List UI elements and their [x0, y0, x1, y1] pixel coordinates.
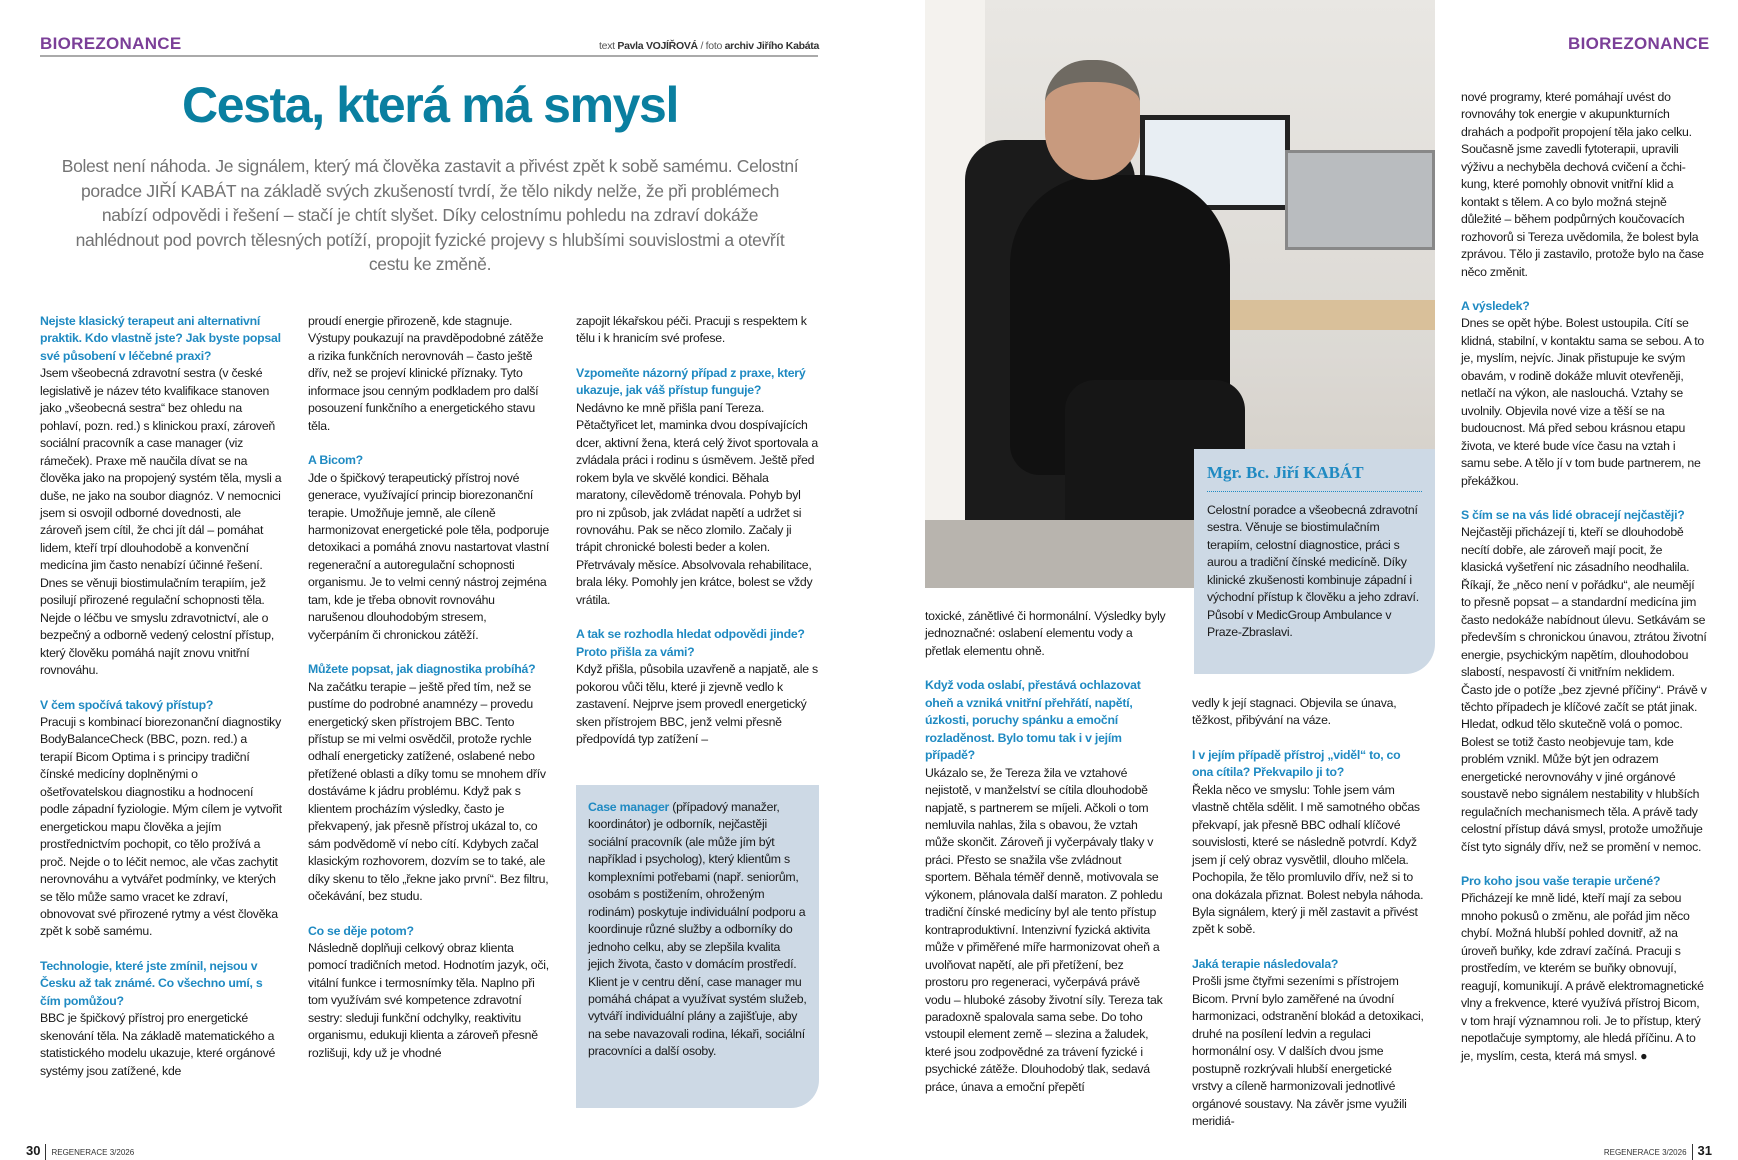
article-lead: Bolest není náhoda. Je signálem, který má člověka zastavit a přivést zpět k sobě samému. Celostní poradce JIŘÍ KABÁT na základě svých zkušeností tvrdí, že tělo nikdy nelže, že při problémech nabízí odpovědi i řešení – stačí je chtít slyšet. Díky celostnímu pohledu na zdraví dokáže nahlédnout pod povrch tělesných potíží, propojit fyzické projevy s hlubšími souvislostmi a otevřít cestu ke změně.	[61, 156, 799, 275]
question-heading: Když voda oslabí, přestává ochlazovat oheň a vzniká vnitřní přehřátí, napětí, úzkosti, poruchy spánku a emoční rozladěnost. Bylo tomu tak i v jejím případě?	[925, 678, 1141, 763]
page-number-left: 30	[26, 1143, 41, 1158]
column-6	[1461, 89, 1707, 1065]
question-heading: Můžete popsat, jak diagnostika probíhá?	[308, 662, 536, 677]
profile-bio: Celostní poradce a všeobecná zdravotní sestra. Věnuje se biostimulačním terapiím, celostní diagnostice, práci s aurou a tradiční čínské medicíně. Díky klinické zkušenosti kombinuje západní i východní přístup k člověku a jeho zdraví. Působí v MedicGroup Ambulance v Praze-Zbraslavi.	[1207, 503, 1419, 640]
answer-paragraph: Pracuji s kombinací biorezonanční diagnostiky BodyBalanceCheck (BBC, pozn. red.) a terapií Bicom Optima i s principy tradiční čínské medicíny doplněnými o ošetřovatelskou diagnostiku a hodnocení podle západní fyziologie. Mým cílem je vytvořit energetickou mapu člověka a jejím prostřednictvím pochopit, co tělo prožívá a proč. Nejde o to léčit nemoc, ale včas zachytit nerovnováhu a vytvářet podmínky, ve kterých se tělo může samo vracet ke zdraví, obnovovat své přirozené rytmy a vést člověka zpět k sobě samému.	[40, 714, 282, 939]
magazine-issue-right: REGENERACE 3/2026	[1603, 1148, 1687, 1157]
byline-label: text	[599, 40, 615, 52]
question-heading: A výsledek?	[1461, 298, 1530, 313]
question-heading: Nejste klasický terapeut ani alternativní praktik. Kdo vlastně jste? Jak byste popsal své působení v léčebné praxi?	[40, 314, 281, 363]
answer-paragraph: Řekla něco ve smyslu: Tohle jsem vám vlastně chtěla sdělit. I mě samotného občas překvapí, jak přesně BBC odhalí klíčové souvislosti, které se následně potvrdí. Když jsem jí celý obraz vysvětlil, dlouho mlčela. Pochopila, že tělo promluvilo dřív, než si to ona dokázala přiznat. Bolest nebyla náhoda. Byla signálem, který ji měl zastavit a přivést zpět k sobě.	[1192, 782, 1424, 937]
answer-paragraph: Nedávno ke mně přišla paní Tereza. Pětačtyřicet let, maminka dvou dospívajících dcer, aktivní žena, která celý život sportovala a zvládala práci i rodinu s úsměvem. Ještě před rokem byla ve skvělé kondici. Běhala maratony, cílevědomě trénovala. Pohyb byl pro ni způsob, jak zvládat napětí a udržet si rovnováhu. Pak se něco zlomilo. Začaly ji trápit chronické bolesti beder a kolen. Přetrvávaly měsíce. Absolvovala rehabilitace, brala léky. Pomohly jen krátce, bolest se vždy vrátila.	[576, 400, 819, 607]
answer-paragraph: Ukázalo se, že Tereza žila ve vztahové nejistotě, v manželství se cítila dlouhodobě napjatě, s partnerem se míjeli. Ačkoli o tom nemluvila nahlas, žila s obavou, že vztah může skončit. Zároveň ji vyčerpávaly tlaky v práci. Přesto se snažila vše zvládnout sportem. Běhala téměř denně, motivovala se výkonem, plánovala další maraton. Z pohledu tradiční čínské medicíny byl ale tento přístup kontraproduktivní. Intenzivní fyzická aktivita může v přiměřené míře harmonizovat oheň a uvolňovat napětí, ale při přetížení, bez prostoru pro regeneraci, vyčerpává právě vodu – hluboké zásoby životní síly. Tereza tak paradoxně spalovala sama sebe. Do toho vstoupil element země – slezina a žaludek, které jsou zodpovědné za trávení fyzické i psychické zátěže. Dlouhodobý tlak, sedavá práce, únava a emoční přepětí	[925, 765, 1163, 1094]
answer-paragraph: Přicházejí ke mně lidé, kteří mají za sebou mnoho pokusů o změnu, ale pořád jim něco chybí. Možná hlubší pohled dovnitř, až na úroveň buňky, kde zdraví začíná. Pracuji s prostředím, ve kterém se buňky obnovují, reagují, komunikují. A právě elektromagnetické vlny a frekvence, které využívá přístroj Bicom, v tom hrají významnou roli. Je to přístup, který nepotlačuje symptomy, ale hledá příčinu. A to je, myslím, cesta, která má smysl. ●	[1461, 891, 1704, 1063]
question-heading: A Bicom?	[308, 453, 363, 468]
section-label-left: BIOREZONANCE	[40, 34, 182, 53]
profile-box	[1194, 449, 1435, 674]
answer-paragraph: Dnes se opět hýbe. Bolest ustoupila. Cítí se klidná, stabilní, v kontaktu sama se sebou. A to je, myslím, nejvíc. Jinak přistupuje ke svým obavám, v rodině dokáže mluvit otevřeněji, netlačí na výkon, ale naslouchá. Vztahy se uvolnily. Objevila nové vize a těší se na budoucnost. Má před sebou krásnou etapu života, ve které bude více času na vztah i samu sebe. A tělo jí v tom bude partnerem, ne překážkou.	[1461, 316, 1704, 488]
device	[1285, 150, 1435, 250]
answer-paragraph: Když přišla, působila uzavřeně a napjatě, ale s pokorou vůči tělu, které ji zjevně vedlo k zastavení. Nejprve jsem provedl energetický sken přístrojem BBC, jenž velmi přesně předpovídá typ zatížení –	[576, 662, 818, 746]
magazine-issue-left: REGENERACE 3/2026	[51, 1148, 135, 1157]
byline-photo: archiv Jiřího Kabáta	[724, 40, 819, 52]
question-heading: Jaká terapie následovala?	[1192, 956, 1339, 971]
question-heading: S čím se na vás lidé obracejí nejčastěji?	[1461, 507, 1685, 522]
answer-paragraph: vedly k její stagnaci. Objevila se únava, těžkost, přibývání na váze.	[1192, 696, 1397, 728]
question-heading: Pro koho jsou vaše terapie určené?	[1461, 874, 1661, 889]
answer-paragraph: proudí energie přirozeně, kde stagnuje. Výstupy poukazují na pravděpodobné zátěže a rizika funkčních nerovnováh – často ještě dřív, než se projeví klinické příznaky. Tyto informace jsou cenným podkladem pro další posouzení funkčního a energetického stavu těla.	[308, 314, 544, 433]
answer-paragraph: nové programy, které pomáhají uvést do rovnováhy tok energie v akupunkturních drahách a podpořit propojení těla jako celku. Současně jsme zavedli fytoterapii, upravili výživu a nechyběla dechová cvičení a čchi-kung, které pomohly obnovit vnitřní klid a kontakt s tělem. A co bylo možná stejně důležité – během podpůrných koučovacích rozhovorů si Tereza uvědomila, že bolest byla zprávou. Tělo ji zastavilo, protože bylo na čase něco změnit.	[1461, 90, 1704, 279]
box-term: Case manager	[588, 800, 670, 814]
byline-separator: / foto	[700, 40, 722, 52]
question-heading: Vzpomeňte názorný případ z praxe, který ukazuje, jak váš přístup funguje?	[576, 365, 806, 398]
question-heading: I v jejím případě přístroj „viděl“ to, co ona cítila? Překvapilo ji to?	[1192, 747, 1401, 780]
question-heading: V čem spočívá takový přístup?	[40, 697, 214, 712]
question-heading: Technologie, které jste zmínil, nejsou v Česku až tak známé. Co všechno umí, s čím pomůžou?	[40, 958, 263, 1008]
question-heading: A tak se rozhodla hledat odpovědi jinde? Proto přišla za vámi?	[576, 627, 805, 659]
person-head	[1045, 60, 1140, 180]
column-2	[308, 313, 550, 1062]
column-5	[1192, 695, 1424, 1130]
question-heading: Co se děje potom?	[308, 923, 414, 938]
answer-paragraph: Jde o špičkový terapeutický přístroj nové generace, využívající princip biorezonanční terapie. Umožňuje jemně, ale cíleně harmonizovat energetické pole těla, podporuje detoxikaci a pomáhá znovu nastartovat vlastní regenerační a autoregulační schopnosti organismu. Je to velmi cenný nástroj zejména tam, kde je třeba obnovit rovnováhu narušenou dlouhodobým stresem, vyčerpáním či chronickou zátěží.	[308, 470, 549, 642]
article-title: Cesta, která má smysl	[182, 77, 678, 133]
column-3	[576, 313, 818, 748]
byline	[599, 40, 819, 52]
answer-paragraph: BBC je špičkový přístroj pro energetické skenování těla. Na základě matematického a statistického modelu ukazuje, které orgánové systémy jsou zatížené, kde	[40, 1011, 276, 1078]
answer-paragraph: Následně doplňuji celkový obraz klienta pomocí tradičních metod. Hodnotím jazyk, oči, vitální funkce i termosnímky těla. Naplno při tom využívám své kompetence zdravotní sestry: sleduji funkční odchylky, reaktivitu organismu, edukuji klienta a zároveň přesně rozlišuji, kdy už je vhodné	[308, 940, 549, 1060]
answer-paragraph: Jsem všeobecná zdravotní sestra (v české legislativě je název této kvalifikace stanoven jako „všeobecná sestra“ bez ohledu na pohlaví, pozn. red.) s klinickou praxí, zároveň sociální pracovník a case manager (viz rámeček). Praxe mě naučila dívat se na člověka jako na propojený systém těla, mysli a duše, ne jako na soubor diagnóz. V nemocnici jsem si osvojil odborné dovednosti, ale zároveň jsem cítil, že chci jít dál – pomáhat lidem, kteří trpí dlouhodobě a konvenční medicína jim často nenabízí účinné řešení. Dnes se věnuji biostimulačním terapiím, jež posilují přirozené regulační schopnosti těla. Nejde o léčbu ve smyslu zdravotnictví, ale o bezpečný a odborně vedený celostní přístup, který člověku pomáhá najít znovu vnitřní rovnováhu.	[40, 366, 282, 678]
column-1	[40, 313, 282, 1080]
footer-right	[1604, 1143, 1712, 1160]
box-text: (případový manažer, koordinátor) je odborník, nejčastěji sociální pracovník (ale může jím být například i psycholog), který klientům s komplexními potřebami (např. seniorům, osobám s postižením, ohroženým rodinám) poskytuje individuální podporu a koordinuje různé služby a odborníky do jednoho celku, aby se zlepšila kvalita jejich života, často v domácím prostředí. Klient je v centru dění, case manager mu pomáhá chápat a využívat systém služeb, vytváří individuální plány a zajišťuje, aby na sebe navazovali rodina, lékaři, sociální pracovníci a další osoby.	[588, 800, 807, 1059]
case-manager-box	[576, 785, 819, 1108]
section-label-right: BIOREZONANCE	[1568, 34, 1710, 53]
answer-paragraph: zapojit lékařskou péči. Pracuji s respektem k tělu i k hranicím své profese.	[576, 314, 807, 346]
profile-name: Mgr. Bc. Jiří KABÁT	[1207, 463, 1422, 492]
page-number-right: 31	[1697, 1143, 1712, 1158]
answer-paragraph: Nejčastěji přicházejí ti, kteří se dlouhodobě necítí dobře, ale zároveň mají pocit, že klasická vyšetření nic zásadního neodhalila. Říkají, že „něco není v pořádku“, ale neumějí to přesně popsat – a standardní medicína jim často nedokáže nabídnout úlevu. Setkávám se především s chronickou únavou, ztrátou životní energie, psychickým napětím, dlouhodobou slabostí, nespavostí či vnitřním neklidem. Často jde o potíže „bez zjevné příčiny“. Právě v těchto případech je klíčové začít se ptát jinak. Hledat, odkud tělo skutečně volá o pomoc. Bolest se totiž často neobjevuje tam, kde problém vznikl. Může být jen odrazem energetické nerovnováhy v jiné orgánové soustavě nebo signálem nestability v hlubších regulačních mechanismech těla. A právě tady celostní přístup dává smysl, protože umožňuje číst tyto signály dřív, než se promění v nemoc.	[1461, 525, 1707, 854]
answer-paragraph: toxické, zánětlivé či hormonální. Výsledky byly jednoznačné: oslabení elementu vody a přetlak elementu ohně.	[925, 609, 1166, 658]
footer-left	[26, 1143, 134, 1160]
byline-author: Pavla VOJÍŘOVÁ	[617, 40, 698, 52]
column-4	[925, 608, 1167, 1096]
answer-paragraph: Prošli jsme čtyřmi sezeními s přístrojem Bicom. První bylo zaměřené na úvodní harmonizaci, odstranění blokád a detoxikaci, druhé na posílení ledvin a regulaci hormonální osy. V dalších dvou jsme postupně rozkrývali hlubší energetické vrstvy a cíleně harmonizovali jednotlivé orgánové soustavy. Na závěr jsme využili meridiá-	[1192, 974, 1424, 1128]
header-rule	[40, 55, 818, 57]
answer-paragraph: Na začátku terapie – ještě před tím, než se pustíme do podrobné anamnézy – provedu energetický sken přístrojem BBC. Tento přístup se mi velmi osvědčil, protože rychle odhalí energeticky zatížené, oslabené nebo přetížené oblasti a díky tomu se mnohem dřív dostáváme k jádru problému. Když pak s klientem procházím výsledky, často je překvapený, jak přesně přístroj ukázal to, co sám podvědomě ví nebo cítí. Kdybych začal klasickým rozhovorem, dozvím se to také, ale díky skenu to tělo „řekne jako první“. Bez filtru, očekávání, bez studu.	[308, 679, 549, 904]
